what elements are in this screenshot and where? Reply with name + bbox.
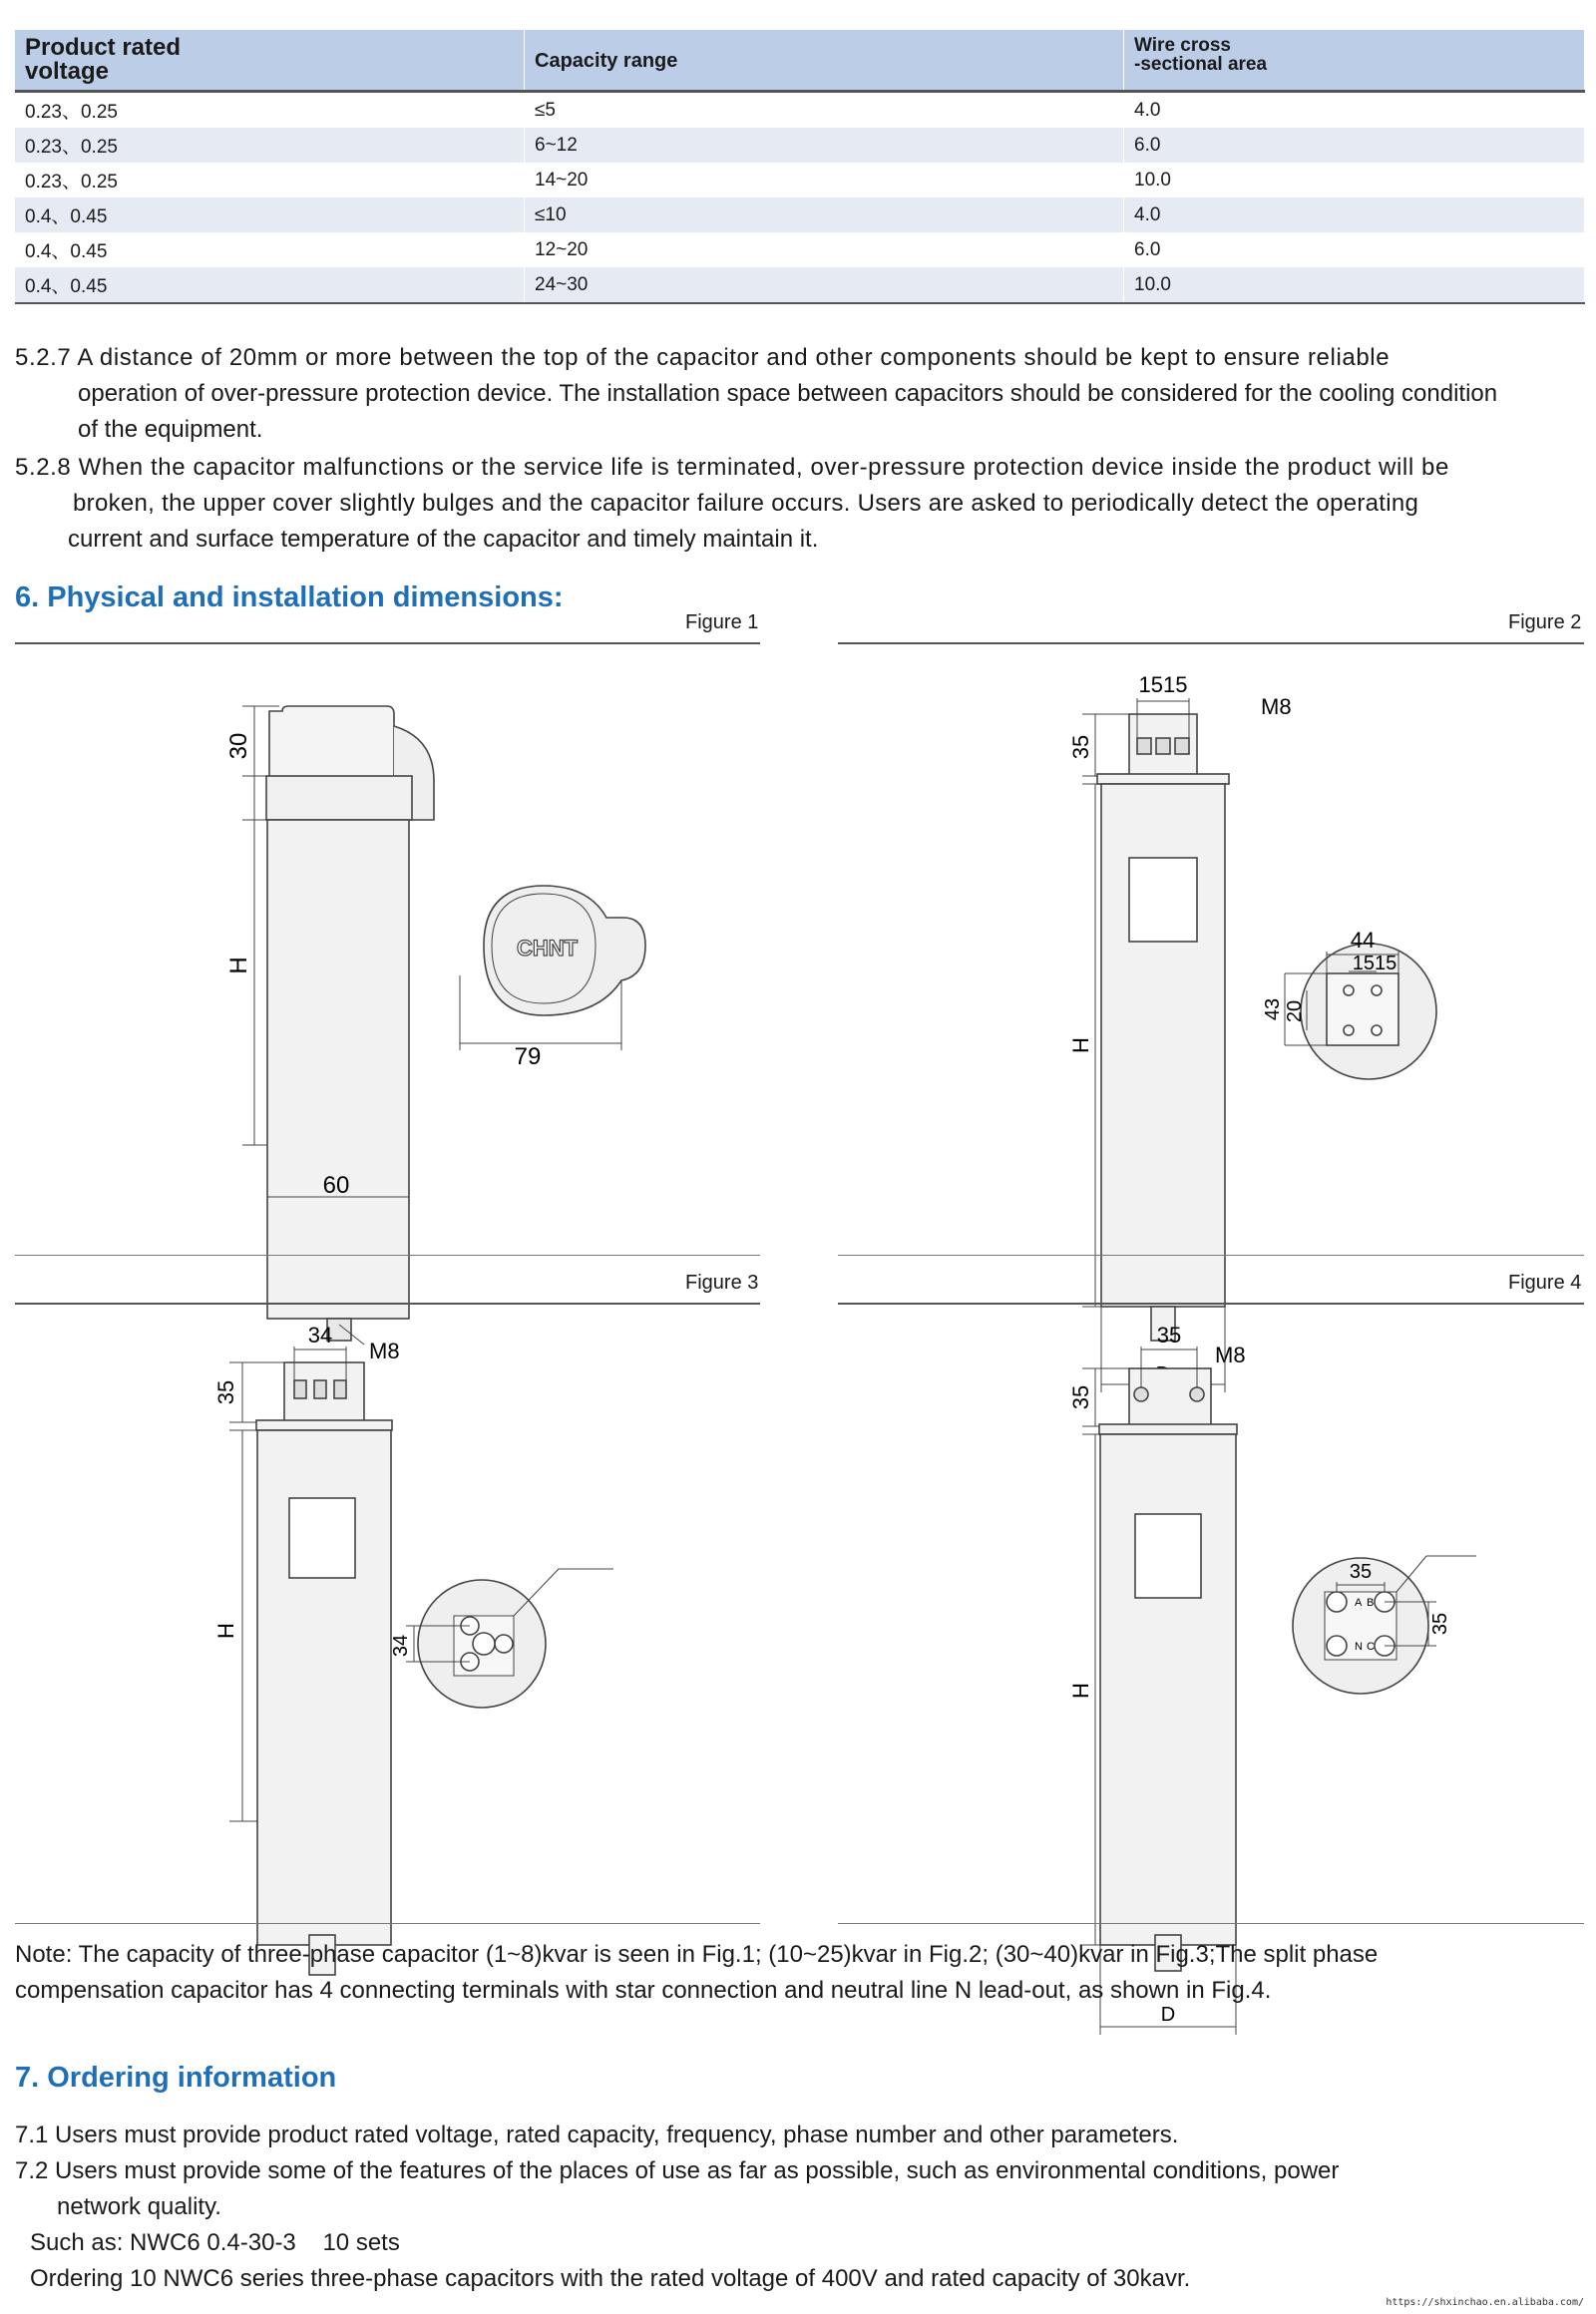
text-line: Ordering 10 NWC6 series three-phase capacitors with the rated voltage of 400V and rated capacity of 30kavr.	[30, 2265, 1191, 2292]
cell: 0.23、0.25	[15, 128, 525, 163]
col-header-capacity: Capacity range	[525, 30, 1124, 92]
cell: 0.4、0.45	[15, 197, 525, 232]
terminal-b-label: B	[1367, 1597, 1375, 1609]
dim-h-label: H	[1068, 1683, 1093, 1699]
dim-1515-view: 1515	[1352, 953, 1397, 974]
text-line: broken, the upper cover slightly bulges and the capacitor failure occurs. Users are asked to periodically detect the operating	[73, 490, 1419, 517]
cell: 0.4、0.45	[15, 232, 525, 267]
figure-4-top-rule	[838, 1303, 1584, 1305]
dim-34-side: 34	[390, 1634, 412, 1658]
dim-h-label: H	[225, 957, 252, 974]
text-line: Note: The capacity of three-phase capacitor (1~8)kvar is seen in Fig.1; (10~25)kvar in Fig.2; (30~40)kvar in Fig.3;The split phase	[15, 1941, 1379, 1968]
terminal-a-label: A	[1355, 1597, 1363, 1609]
dim-35-label: 35	[1068, 734, 1093, 760]
dim-34-top: 34	[307, 1323, 333, 1348]
cell: 12~20	[525, 232, 1124, 267]
cell: 0.23、0.25	[15, 92, 525, 129]
figure-2-drawing	[838, 646, 1586, 1257]
col-header-voltage: Product rated voltage	[15, 30, 525, 92]
paragraph-5-2-7	[15, 340, 1497, 448]
footer-url: https://shxinchao.en.alibaba.com/	[1386, 2297, 1584, 2308]
figure-1-drawing	[15, 646, 763, 1257]
text-line: of the equipment.	[78, 416, 263, 443]
figure-2-label: Figure 2	[1508, 611, 1582, 633]
figure-2-top-rule	[838, 642, 1584, 644]
dim-35-side: 35	[1429, 1612, 1451, 1636]
paragraph-5-2-8	[15, 450, 1449, 558]
cell: 0.4、0.45	[15, 267, 525, 303]
cell: 0.23、0.25	[15, 163, 525, 197]
cell: 24~30	[525, 267, 1124, 303]
figure-3-drawing	[15, 1307, 763, 1925]
note-paragraph	[15, 1937, 1378, 2009]
terminal-n-label: N	[1355, 1641, 1363, 1653]
spec-table	[15, 30, 1585, 304]
cell: 6.0	[1124, 232, 1585, 267]
dim-20-label: 20	[1284, 999, 1306, 1023]
table-row	[15, 197, 1585, 232]
text-line: current and surface temperature of the capacitor and timely maintain it.	[68, 526, 819, 553]
figure-4-drawing	[838, 1307, 1586, 2026]
figure-3-bottom-rule	[15, 1923, 760, 1924]
bolt-m8-label: M8	[1261, 694, 1292, 719]
cell: 4.0	[1124, 92, 1585, 129]
figure-4-label: Figure 4	[1508, 1272, 1582, 1294]
dim-44-label: 44	[1350, 928, 1376, 953]
text-line: 7.1 Users must provide product rated voltage, rated capacity, frequency, phase number and other parameters.	[15, 2121, 1179, 2148]
cell: 4.0	[1124, 197, 1585, 232]
col-header-wire: Wire cross -sectional area	[1124, 30, 1585, 92]
dim-d-label: D	[1160, 2004, 1176, 2026]
cell: 6~12	[525, 128, 1124, 163]
figure-4-bottom-rule	[838, 1923, 1584, 1924]
figure-2-bottom-rule	[838, 1255, 1584, 1256]
table-row	[15, 267, 1585, 303]
chnt-logo: CHNT	[517, 936, 579, 961]
bolt-m8-label: M8	[1215, 1343, 1246, 1367]
dim-1515-top: 1515	[1138, 672, 1188, 697]
text-line: 7.2 Users must provide some of the features of the places of use as far as possible, such as environmental conditions, power	[15, 2157, 1340, 2184]
figure-3-top-rule	[15, 1303, 760, 1305]
figure-3-label: Figure 3	[685, 1272, 759, 1294]
text-line: 5.2.8 When the capacitor malfunctions or the service life is terminated, over-pressure protection device inside the product will be	[15, 454, 1449, 481]
dim-h-label: H	[213, 1623, 238, 1639]
text-line: network quality.	[57, 2193, 221, 2220]
figure-1-label: Figure 1	[685, 611, 759, 633]
dim-35-view: 35	[1349, 1561, 1373, 1583]
cell: 10.0	[1124, 267, 1585, 303]
table-row	[15, 163, 1585, 197]
cell: 14~20	[525, 163, 1124, 197]
cell: ≤5	[525, 92, 1124, 129]
dim-35-top: 35	[1156, 1323, 1182, 1348]
cell: 6.0	[1124, 128, 1585, 163]
dim-30-label: 30	[225, 732, 252, 760]
ordering-paragraph	[15, 2118, 1339, 2297]
cell: 10.0	[1124, 163, 1585, 197]
terminal-c-label: C	[1367, 1641, 1375, 1653]
text-line: operation of over-pressure protection device. The installation space between capacitors should be considered for the cooling condition	[78, 380, 1498, 407]
figure-1-top-rule	[15, 642, 760, 644]
table-row	[15, 128, 1585, 163]
text-line: 5.2.7 A distance of 20mm or more between the top of the capacitor and other components should be kept to ensure reliable	[15, 344, 1391, 371]
dim-35-label: 35	[213, 1379, 238, 1405]
cell: ≤10	[525, 197, 1124, 232]
section-title-ordering: 7. Ordering information	[15, 2062, 337, 2094]
dim-60-label: 60	[322, 1172, 350, 1199]
dim-43-label: 43	[1262, 997, 1284, 1021]
section-title-dimensions: 6. Physical and installation dimensions:	[15, 581, 564, 613]
dim-35-label: 35	[1068, 1384, 1093, 1410]
text-line: compensation capacitor has 4 connecting terminals with star connection and neutral line N lead-out, as shown in Fig.4.	[15, 1977, 1272, 2004]
figure-1-bottom-rule	[15, 1255, 760, 1256]
dim-h-label: H	[1068, 1037, 1093, 1053]
bolt-m8-label: M8	[369, 1339, 400, 1363]
text-line: Such as: NWC6 0.4-30-3 10 sets	[30, 2229, 400, 2256]
dim-79-label: 79	[514, 1043, 542, 1070]
table-row	[15, 232, 1585, 267]
table-row	[15, 92, 1585, 129]
